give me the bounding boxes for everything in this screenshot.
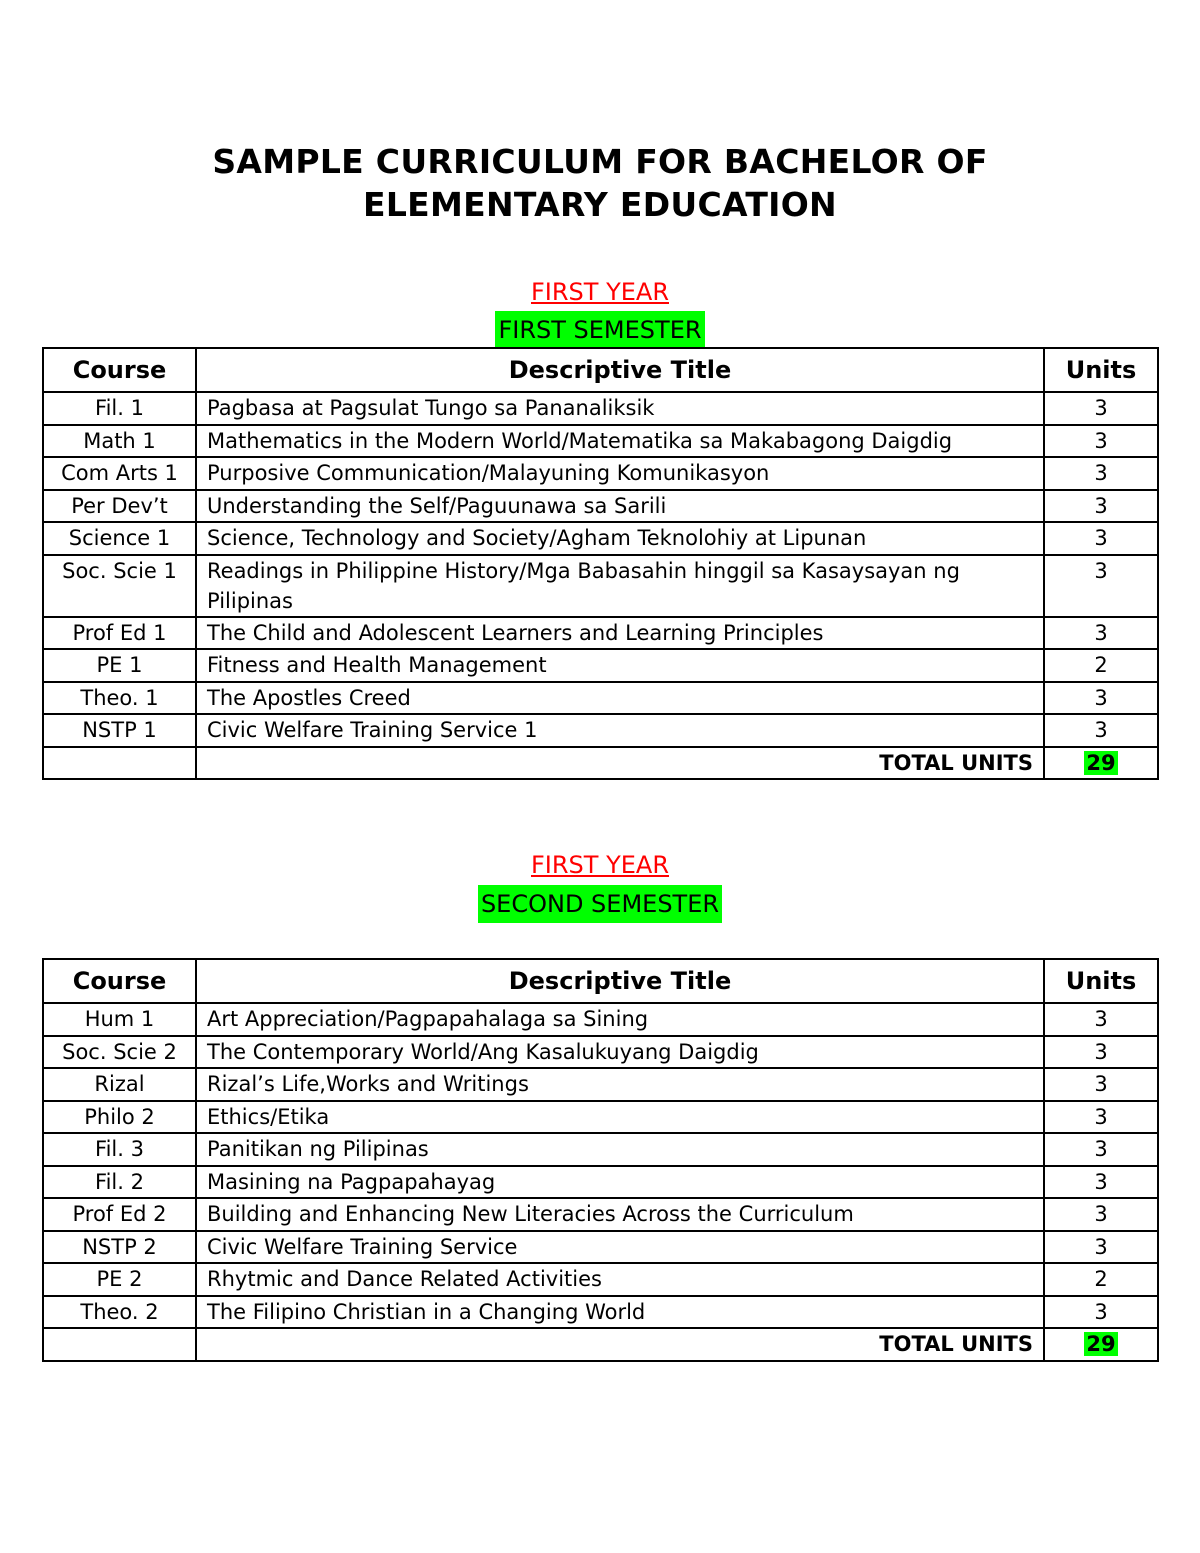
course-cell: PE 1 (43, 649, 196, 682)
descriptive-title-cell: Panitikan ng Pilipinas (196, 1133, 1044, 1166)
table-row (43, 714, 1158, 747)
total-units-label: TOTAL UNITS (196, 747, 1044, 780)
units-cell: 3 (1044, 1231, 1158, 1264)
units-cell: 2 (1044, 649, 1158, 682)
units-cell: 3 (1044, 1198, 1158, 1231)
table-row (43, 522, 1158, 555)
descriptive-title-cell: Rhytmic and Dance Related Activities (196, 1263, 1044, 1296)
header-units: Units (1044, 959, 1158, 1003)
units-cell: 3 (1044, 1296, 1158, 1329)
descriptive-title-cell: Ethics/Etika (196, 1101, 1044, 1134)
sem1-table-body (43, 392, 1158, 747)
descriptive-title-cell: Purposive Communication/Malayuning Komunikasyon (196, 457, 1044, 490)
sem2-semester-heading: SECOND SEMESTER (478, 885, 722, 923)
table-row (43, 490, 1158, 523)
course-cell: Theo. 2 (43, 1296, 196, 1329)
descriptive-title-cell: Readings in Philippine History/Mga Babasahin hinggil sa Kasaysayan ng Pilipinas (196, 555, 1044, 617)
units-cell: 3 (1044, 1133, 1158, 1166)
units-cell: 3 (1044, 522, 1158, 555)
course-cell: Philo 2 (43, 1101, 196, 1134)
descriptive-title-cell: The Apostles Creed (196, 682, 1044, 715)
course-cell: Soc. Scie 2 (43, 1036, 196, 1069)
descriptive-title-cell: Building and Enhancing New Literacies Across the Curriculum (196, 1198, 1044, 1231)
table-row (43, 617, 1158, 650)
header-course: Course (43, 348, 196, 392)
descriptive-title-cell: Art Appreciation/Pagpapahalaga sa Sining (196, 1003, 1044, 1036)
course-cell: Soc. Scie 1 (43, 555, 196, 617)
descriptive-title-cell: Masining na Pagpapahayag (196, 1166, 1044, 1199)
course-cell: Com Arts 1 (43, 457, 196, 490)
units-cell: 3 (1044, 1068, 1158, 1101)
sem1-semester-heading-wrap (0, 311, 1200, 349)
units-cell: 3 (1044, 555, 1158, 617)
total-row (43, 747, 1158, 780)
units-cell: 3 (1044, 1003, 1158, 1036)
sem2-course-table (42, 958, 1159, 1362)
course-cell: Prof Ed 2 (43, 1198, 196, 1231)
total-empty-cell (43, 1328, 196, 1361)
units-cell: 3 (1044, 392, 1158, 425)
total-units-label: TOTAL UNITS (196, 1328, 1044, 1361)
table-row (43, 555, 1158, 617)
course-cell: Hum 1 (43, 1003, 196, 1036)
table-row (43, 1166, 1158, 1199)
header-descriptive-title: Descriptive Title (196, 959, 1044, 1003)
descriptive-title-cell: Understanding the Self/Paguunawa sa Sarili (196, 490, 1044, 523)
total-empty-cell (43, 747, 196, 780)
table-row (43, 682, 1158, 715)
course-cell: Fil. 2 (43, 1166, 196, 1199)
descriptive-title-cell: The Contemporary World/Ang Kasalukuyang Daigdig (196, 1036, 1044, 1069)
total-row (43, 1328, 1158, 1361)
sem2-table-body (43, 1003, 1158, 1328)
table-header-row (43, 959, 1158, 1003)
table-header-row (43, 348, 1158, 392)
course-cell: Per Dev’t (43, 490, 196, 523)
total-units-cell (1044, 1328, 1158, 1361)
units-cell: 3 (1044, 425, 1158, 458)
sem1-course-table (42, 347, 1159, 780)
descriptive-title-cell: Pagbasa at Pagsulat Tungo sa Pananaliksik (196, 392, 1044, 425)
table-row (43, 457, 1158, 490)
course-cell: Fil. 1 (43, 392, 196, 425)
table-row (43, 1263, 1158, 1296)
course-cell: Science 1 (43, 522, 196, 555)
descriptive-title-cell: Civic Welfare Training Service (196, 1231, 1044, 1264)
sem1-year-heading: FIRST YEAR (531, 278, 669, 306)
descriptive-title-cell: The Filipino Christian in a Changing World (196, 1296, 1044, 1329)
table-row (43, 1068, 1158, 1101)
units-cell: 3 (1044, 1036, 1158, 1069)
header-units: Units (1044, 348, 1158, 392)
table-row (43, 425, 1158, 458)
sem1-semester-heading: FIRST SEMESTER (495, 311, 704, 349)
total-units-value: 29 (1086, 1332, 1116, 1356)
course-cell: NSTP 1 (43, 714, 196, 747)
table-row (43, 1036, 1158, 1069)
descriptive-title-cell: The Child and Adolescent Learners and Learning Principles (196, 617, 1044, 650)
table-row (43, 1133, 1158, 1166)
descriptive-title-cell: Science, Technology and Society/Agham Teknolohiy at Lipunan (196, 522, 1044, 555)
sem2-year-heading: FIRST YEAR (531, 851, 669, 879)
header-course: Course (43, 959, 196, 1003)
units-cell: 3 (1044, 714, 1158, 747)
units-cell: 3 (1044, 682, 1158, 715)
table-row (43, 1101, 1158, 1134)
table-row (43, 1231, 1158, 1264)
course-cell: NSTP 2 (43, 1231, 196, 1264)
descriptive-title-cell: Rizal’s Life,Works and Writings (196, 1068, 1044, 1101)
table-row (43, 1003, 1158, 1036)
table-row (43, 649, 1158, 682)
table-row (43, 1296, 1158, 1329)
course-cell: Rizal (43, 1068, 196, 1101)
units-cell: 3 (1044, 490, 1158, 523)
header-descriptive-title: Descriptive Title (196, 348, 1044, 392)
descriptive-title-cell: Civic Welfare Training Service 1 (196, 714, 1044, 747)
units-cell: 3 (1044, 1166, 1158, 1199)
table-row (43, 1198, 1158, 1231)
course-cell: Prof Ed 1 (43, 617, 196, 650)
descriptive-title-cell: Mathematics in the Modern World/Matematika sa Makabagong Daigdig (196, 425, 1044, 458)
sem2-semester-heading-wrap (0, 885, 1200, 923)
title-line-2: ELEMENTARY EDUCATION (363, 185, 837, 224)
document-title (0, 140, 1200, 226)
total-units-value: 29 (1086, 750, 1116, 775)
units-cell: 3 (1044, 617, 1158, 650)
course-cell: Theo. 1 (43, 682, 196, 715)
units-cell: 3 (1044, 1101, 1158, 1134)
units-cell: 3 (1044, 457, 1158, 490)
title-line-1: SAMPLE CURRICULUM FOR BACHELOR OF (212, 142, 988, 181)
course-cell: Fil. 3 (43, 1133, 196, 1166)
descriptive-title-cell: Fitness and Health Management (196, 649, 1044, 682)
total-units-cell (1044, 747, 1158, 780)
course-cell: Math 1 (43, 425, 196, 458)
units-cell: 2 (1044, 1263, 1158, 1296)
course-cell: PE 2 (43, 1263, 196, 1296)
table-row (43, 392, 1158, 425)
